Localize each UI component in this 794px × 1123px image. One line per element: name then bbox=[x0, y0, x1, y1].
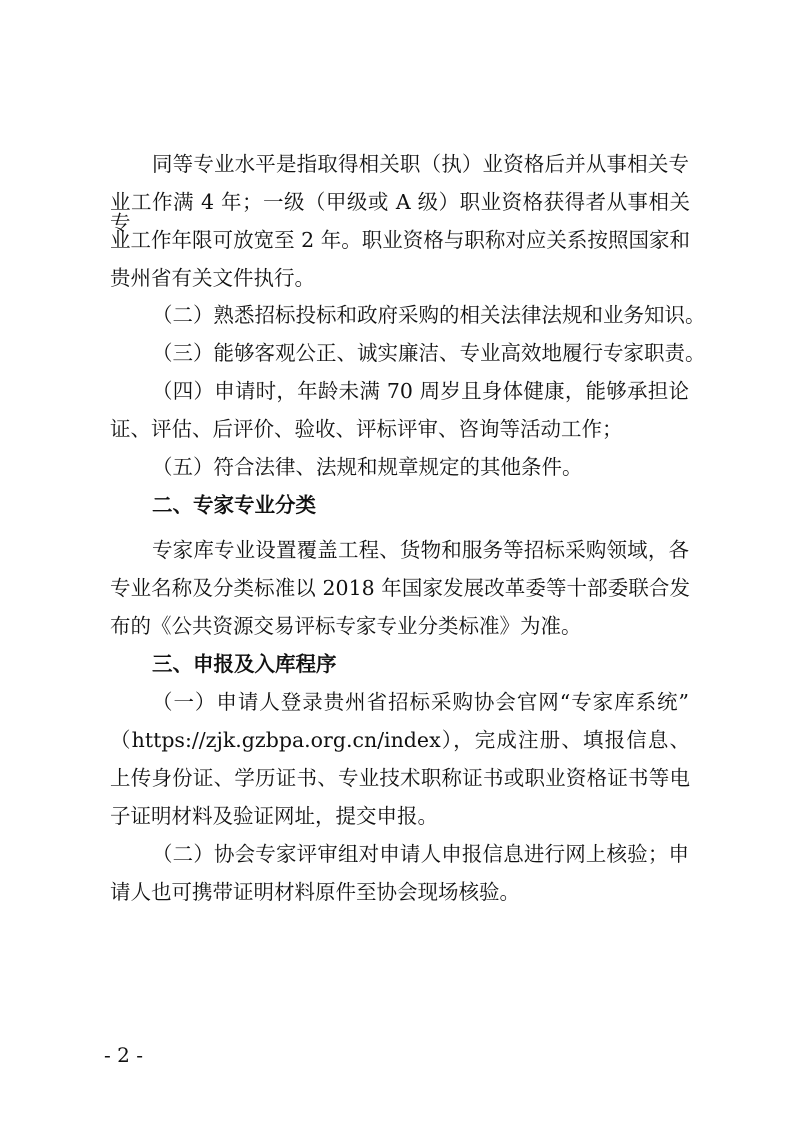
paragraph-line: 子证明材料及验证网址，提交申报。 bbox=[110, 804, 438, 828]
paragraph-line: 业工作满 4 年；一级（甲级或 A 级）职业资格获得者从事相关专 bbox=[110, 190, 690, 235]
paragraph-line: （二）协会专家评审组对申请人申报信息进行网上核验；申 bbox=[152, 842, 689, 866]
page-number: - 2 - bbox=[104, 1043, 143, 1067]
paragraph-line: 同等专业水平是指取得相关职（执）业资格后并从事相关专 bbox=[152, 152, 689, 176]
paragraph-line: 证、评估、后评价、验收、评标评审、咨询等活动工作； bbox=[110, 417, 623, 441]
paragraph-line: （https://zjk.gzbpa.org.cn/index），完成注册、填报信息、 bbox=[110, 728, 690, 752]
paragraph-line: 专家库专业设置覆盖工程、货物和服务等招标采购领域，各 bbox=[152, 538, 689, 562]
paragraph-line: （二）熟悉招标投标和政府采购的相关法律法规和业务知识。 bbox=[152, 303, 706, 327]
paragraph-line: （三）能够客观公正、诚实廉洁、专业高效地履行专家职责。 bbox=[152, 341, 706, 365]
section-heading: 二、专家专业分类 bbox=[152, 493, 316, 517]
paragraph-line: 专业名称及分类标准以 2018 年国家发展改革委等十部委联合发 bbox=[110, 576, 690, 600]
paragraph-line: 布的《公共资源交易评标专家专业分类标准》为准。 bbox=[110, 614, 582, 638]
section-heading: 三、申报及入库程序 bbox=[152, 652, 337, 676]
paragraph-line: 贵州省有关文件执行。 bbox=[110, 266, 315, 290]
paragraph-line: （一）申请人登录贵州省招标采购协会官网“专家库系统” bbox=[152, 690, 689, 714]
paragraph-line: 业工作年限可放宽至 2 年。职业资格与职称对应关系按照国家和 bbox=[110, 228, 690, 252]
paragraph-line: 上传身份证、学历证书、专业技术职称证书或职业资格证书等电 bbox=[110, 766, 690, 790]
paragraph-line: （四）申请时，年龄未满 70 周岁且身体健康，能够承担论 bbox=[152, 379, 689, 403]
paragraph-line: （五）符合法律、法规和规章规定的其他条件。 bbox=[152, 455, 583, 479]
paragraph-line: 请人也可携带证明材料原件至协会现场核验。 bbox=[110, 880, 520, 904]
